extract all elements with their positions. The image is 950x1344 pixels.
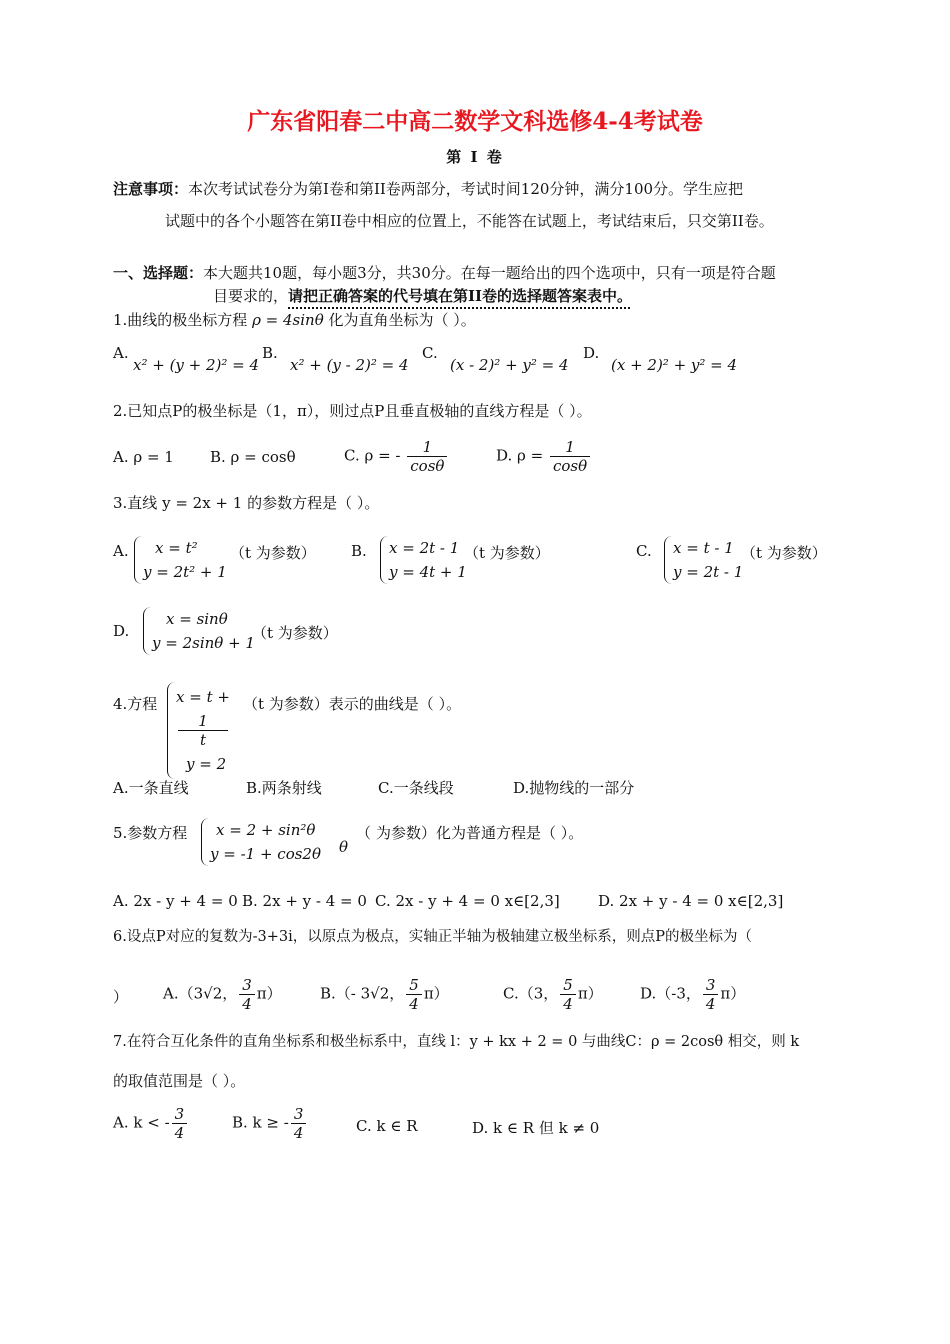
- volume-heading: 第 I 卷: [446, 148, 504, 166]
- q3-option-b-param: （t 为参数）: [464, 544, 550, 562]
- q6-close-paren: ）: [113, 988, 129, 1006]
- q2-option-b: B. ρ = cosθ: [210, 448, 296, 466]
- q1-option-c-label: C.: [422, 344, 438, 362]
- q4-option-d: D.抛物线的一部分: [513, 779, 635, 797]
- q6-c-den: 4: [560, 994, 576, 1013]
- q1-option-b-label: B.: [262, 344, 278, 362]
- q6-c-num: 5: [563, 976, 573, 994]
- q7-a-num: 3: [174, 1105, 185, 1123]
- q5-option-a: A. 2x - y + 4 = 0: [113, 892, 238, 910]
- q6-b-tail: π）: [423, 984, 449, 1003]
- q3-d-system: [143, 607, 255, 655]
- q6-option-c: [503, 976, 603, 1013]
- q3-d-eq2: y = 2sinθ + 1: [152, 634, 255, 652]
- q6-a-fraction: [239, 976, 255, 1013]
- q4-system-brace: [167, 682, 230, 779]
- q2-stem: 2.已知点P的极坐标是（1，π），则过点P且垂直极轴的直线方程是（ ）。: [113, 402, 592, 420]
- q1-stem-b: 化为直角坐标为（ ）。: [328, 311, 476, 329]
- q7-b-fraction: [291, 1105, 307, 1142]
- q2-option-c: [344, 438, 449, 475]
- q4-eq1: [176, 682, 230, 749]
- q4-option-c: C.一条线段: [378, 779, 454, 797]
- q2-option-d-fraction: [550, 438, 590, 475]
- q3-option-d-param: （t 为参数）: [252, 624, 338, 642]
- q2-option-d: [496, 438, 592, 475]
- q3-d-eq1: x = sinθ: [166, 610, 228, 628]
- q6-d-fraction: [703, 976, 719, 1013]
- q3-option-b: [380, 536, 467, 584]
- q7-b-den: 4: [291, 1123, 307, 1142]
- notice-line-1: [113, 178, 743, 200]
- q6-c-fraction: [560, 976, 576, 1013]
- q1-stem: [113, 309, 476, 331]
- q5-theta: θ: [339, 838, 349, 856]
- q5-system: [201, 818, 321, 866]
- q3-stem: 3.直线 y = 2x + 1 的参数方程是（ ）。: [113, 494, 380, 512]
- q4-num: 1: [198, 712, 208, 730]
- q3-a-eq1: x = t²: [155, 539, 198, 557]
- q6-d-num: 3: [705, 976, 716, 994]
- q4-eq2: y = 2: [186, 755, 227, 773]
- section1-text-2b: 请把正确答案的代号填在第II卷的选择题答案表中。: [288, 287, 633, 305]
- q5-paren: （: [356, 824, 372, 842]
- q3-option-a: [134, 536, 227, 584]
- q3-option-c: [664, 536, 743, 584]
- q6-option-d: [640, 976, 745, 1013]
- section1-text-2a: 目要求的，: [213, 287, 289, 305]
- q6-option-b: [320, 976, 449, 1013]
- q7-stem-2: 的取值范围是（ ）。: [113, 1072, 246, 1090]
- q7-b-num: 3: [293, 1105, 304, 1123]
- q5-stem-a: 5.参数方程: [113, 824, 188, 842]
- q1-stem-math: ρ = 4sinθ: [252, 311, 324, 329]
- q7-option-a: [113, 1105, 189, 1142]
- q3-c-system: [664, 536, 743, 584]
- q2-c-num: 1: [422, 438, 433, 456]
- q7-b-text: B. k ≥ -: [232, 1113, 289, 1132]
- q1-option-a: x² + (y + 2)² = 4: [133, 356, 260, 374]
- q2-option-c-text: C. ρ = -: [344, 446, 401, 465]
- q3-b-eq1: x = 2t - 1: [389, 539, 460, 557]
- q7-option-d: D. k ∈ R 但 k ≠ 0: [472, 1119, 600, 1137]
- section1-text-1: 本大题共10题，每小题3分，共30分。在每一题给出的四个选项中，只有一项是符合题: [203, 264, 776, 282]
- q7-stem: 7.在符合互化条件的直角坐标系和极坐标系中，直线 l：y + kx + 2 = 0 与曲线C：ρ = 2cosθ 相交，则 k: [113, 1034, 800, 1050]
- q3-a-eq2: y = 2t² + 1: [143, 563, 227, 581]
- q5-eq1: x = 2 + sin²θ: [216, 821, 316, 839]
- q7-a-text: A. k < -: [113, 1113, 170, 1132]
- q6-a-den: 4: [239, 994, 255, 1013]
- q6-c-tail: π）: [577, 984, 603, 1003]
- q4-fraction: [178, 712, 228, 749]
- q6-d-den: 4: [703, 994, 719, 1013]
- q5-system-brace: [201, 818, 321, 866]
- q2-option-c-fraction: [407, 438, 447, 475]
- q1-option-c: (x - 2)² + y² = 4: [450, 356, 569, 374]
- q3-option-a-label: A.: [113, 542, 129, 560]
- q7-option-c: C. k ∈ R: [356, 1117, 418, 1135]
- q2-c-den: cosθ: [407, 456, 447, 475]
- q4-den: t: [178, 730, 228, 749]
- q2-option-d-text: D. ρ =: [496, 446, 544, 465]
- q6-stem: 6.设点P对应的复数为-3+3i，以原点为极点，实轴正半轴为极轴建立极坐标系，则点P的极坐标为（: [113, 929, 752, 945]
- q2-d-num: 1: [565, 438, 575, 456]
- q6-b-fraction: [406, 976, 422, 1013]
- q5-eq2: y = -1 + cos2θ: [210, 845, 321, 863]
- q3-option-a-param: （t 为参数）: [230, 544, 316, 562]
- q6-option-a: [163, 976, 282, 1013]
- q6-d-tail: π）: [720, 984, 746, 1003]
- q1-option-a-label: A.: [113, 344, 129, 362]
- q4-system: [167, 682, 230, 779]
- q3-option-b-label: B.: [351, 542, 367, 560]
- q4-stem-b: （t 为参数）表示的曲线是（ ）。: [243, 695, 462, 713]
- q2-option-a: A. ρ = 1: [113, 448, 174, 466]
- q3-b-eq2: y = 4t + 1: [389, 563, 467, 581]
- q1-option-d-label: D.: [583, 344, 600, 362]
- q6-b-den: 4: [406, 994, 422, 1013]
- q6-b-num: 5: [409, 976, 419, 994]
- q3-option-c-label: C.: [636, 542, 652, 560]
- q5-option-b: B. 2x + y - 4 = 0: [242, 892, 367, 910]
- q6-c-text: C.（3，: [503, 984, 559, 1003]
- exam-title: 广东省阳春二中高二数学文科选修4-4考试卷: [247, 108, 703, 135]
- section1-line-1: [113, 262, 776, 284]
- q4-eq1-text: x = t +: [176, 688, 230, 706]
- q1-option-d: (x + 2)² + y² = 4: [611, 356, 738, 374]
- q3-option-c-param: （t 为参数）: [741, 544, 827, 562]
- q4-option-a: A.一条直线: [113, 779, 189, 797]
- q6-a-tail: π）: [256, 984, 282, 1003]
- q3-b-system: [380, 536, 467, 584]
- q6-a-num: 3: [242, 976, 252, 994]
- q7-option-b: [232, 1105, 308, 1142]
- q1-option-b: x² + (y - 2)² = 4: [290, 356, 409, 374]
- q6-b-text: B.（- 3√2，: [320, 984, 405, 1003]
- section1-line-2: [213, 285, 632, 307]
- q5-option-d: D. 2x + y - 4 = 0 x∈[2,3]: [598, 892, 784, 910]
- q3-c-eq1: x = t - 1: [673, 539, 734, 557]
- notice-label: 注意事项：: [113, 180, 189, 198]
- q7-a-den: 4: [172, 1123, 188, 1142]
- q6-a-text: A.（3√2，: [163, 984, 238, 1003]
- q5-stem-b: 为参数）化为普通方程是（ ）。: [376, 824, 584, 842]
- q1-stem-a: 1.曲线的极坐标方程: [113, 311, 248, 329]
- q3-option-d-label: D.: [113, 622, 130, 640]
- notice-line-2: 试题中的各个小题答在第II卷中相应的位置上，不能答在试题上，考试结束后，只交第II卷。: [165, 212, 774, 230]
- notice-text-1: 本次考试试卷分为第I卷和第II卷两部分，考试时间120分钟，满分100分。学生应把: [188, 180, 744, 198]
- q3-c-eq2: y = 2t - 1: [673, 563, 744, 581]
- q3-a-system: [134, 536, 227, 584]
- q3-option-d: [143, 607, 255, 655]
- q5-option-c: C. 2x - y + 4 = 0 x∈[2,3]: [375, 892, 560, 910]
- q6-d-text: D.（-3，: [640, 984, 701, 1003]
- q7-a-fraction: [172, 1105, 188, 1142]
- q4-option-b: B.两条射线: [246, 779, 322, 797]
- q2-d-den: cosθ: [550, 456, 590, 475]
- section1-label: 一、选择题：: [113, 264, 204, 282]
- q4-stem-a: 4.方程: [113, 695, 158, 713]
